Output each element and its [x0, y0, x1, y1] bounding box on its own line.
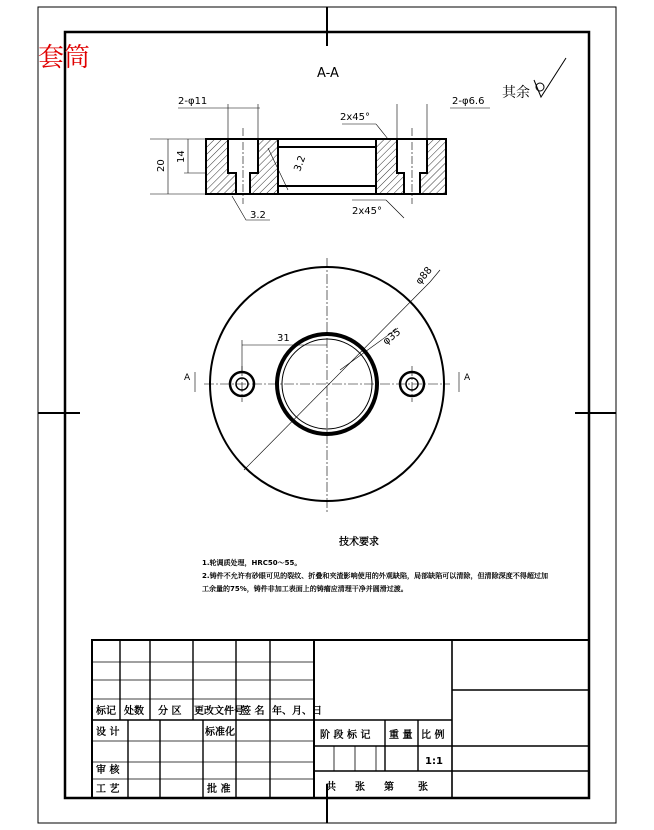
- dim-bore-diameter: φ35: [381, 326, 404, 348]
- dim-chamfer-top: 2x45°: [340, 112, 371, 123]
- tb-design: 设 计: [96, 727, 120, 738]
- tech-req-line2: 2.铸件不允许有砂眼可见的裂纹、折叠和夹渣影响使用的外观缺陷，局部缺陷可以清除，但清除深度不得超过加: [202, 572, 546, 580]
- dim-counterbore-depth: 14: [176, 150, 187, 163]
- tech-req-line3: 工余量的75%，铸件非加工表面上的铸瘤应清理干净并圆滑过渡。: [202, 585, 408, 593]
- tb-standardize: 标准化: [205, 727, 235, 738]
- surface-finish-note: 其余: [502, 85, 530, 101]
- tb-process: 工 艺: [96, 784, 120, 795]
- tb-scale-label: 比 例: [421, 730, 445, 741]
- tb-sheet: 张: [418, 782, 428, 793]
- tb-weight: 重 量: [389, 730, 413, 741]
- dim-outer-diameter: φ88: [413, 265, 435, 287]
- tb-signature: 签 名: [241, 706, 265, 717]
- drawing-title: 套筒: [38, 43, 91, 73]
- tb-approve: 批 准: [207, 784, 231, 795]
- tb-stage-mark: 阶 段 标 记: [320, 730, 371, 741]
- tb-mark: 标记: [96, 706, 116, 717]
- tb-sheets: 张: [355, 782, 365, 793]
- view-label: A-A: [317, 66, 339, 81]
- section-mark-right: A: [464, 373, 471, 383]
- tb-scale-value: 1:1: [425, 756, 443, 767]
- plan-view: [204, 258, 450, 512]
- dim-roughness-bottom: 3.2: [250, 210, 266, 221]
- tb-total: 共: [326, 782, 336, 793]
- dim-total-height: 20: [156, 159, 167, 172]
- section-mark-left: A: [184, 373, 191, 383]
- tb-date: 年、月、日: [272, 706, 322, 717]
- tech-req-line1: 1.轮调质处理，HRC50～55。: [202, 559, 302, 567]
- section-view: [206, 128, 446, 204]
- dim-roughness-inner: 3.2: [292, 154, 309, 174]
- dim-hole-offset: 31: [277, 333, 290, 344]
- roughness-symbol-icon: [534, 58, 566, 97]
- dim-left-holes: 2-φ11: [178, 96, 208, 107]
- dim-right-holes: 2-φ6.6: [452, 96, 485, 107]
- dim-chamfer-bottom: 2x45°: [352, 206, 383, 217]
- tb-zone: 分 区: [158, 706, 182, 717]
- tb-sheet-no: 第: [384, 782, 394, 793]
- tb-review: 审 核: [96, 765, 120, 776]
- title-block: [92, 640, 589, 798]
- tech-req-heading: 技术要求: [339, 537, 379, 548]
- tb-change-doc: 更改文件号: [194, 706, 244, 717]
- tb-count: 处数: [124, 706, 144, 717]
